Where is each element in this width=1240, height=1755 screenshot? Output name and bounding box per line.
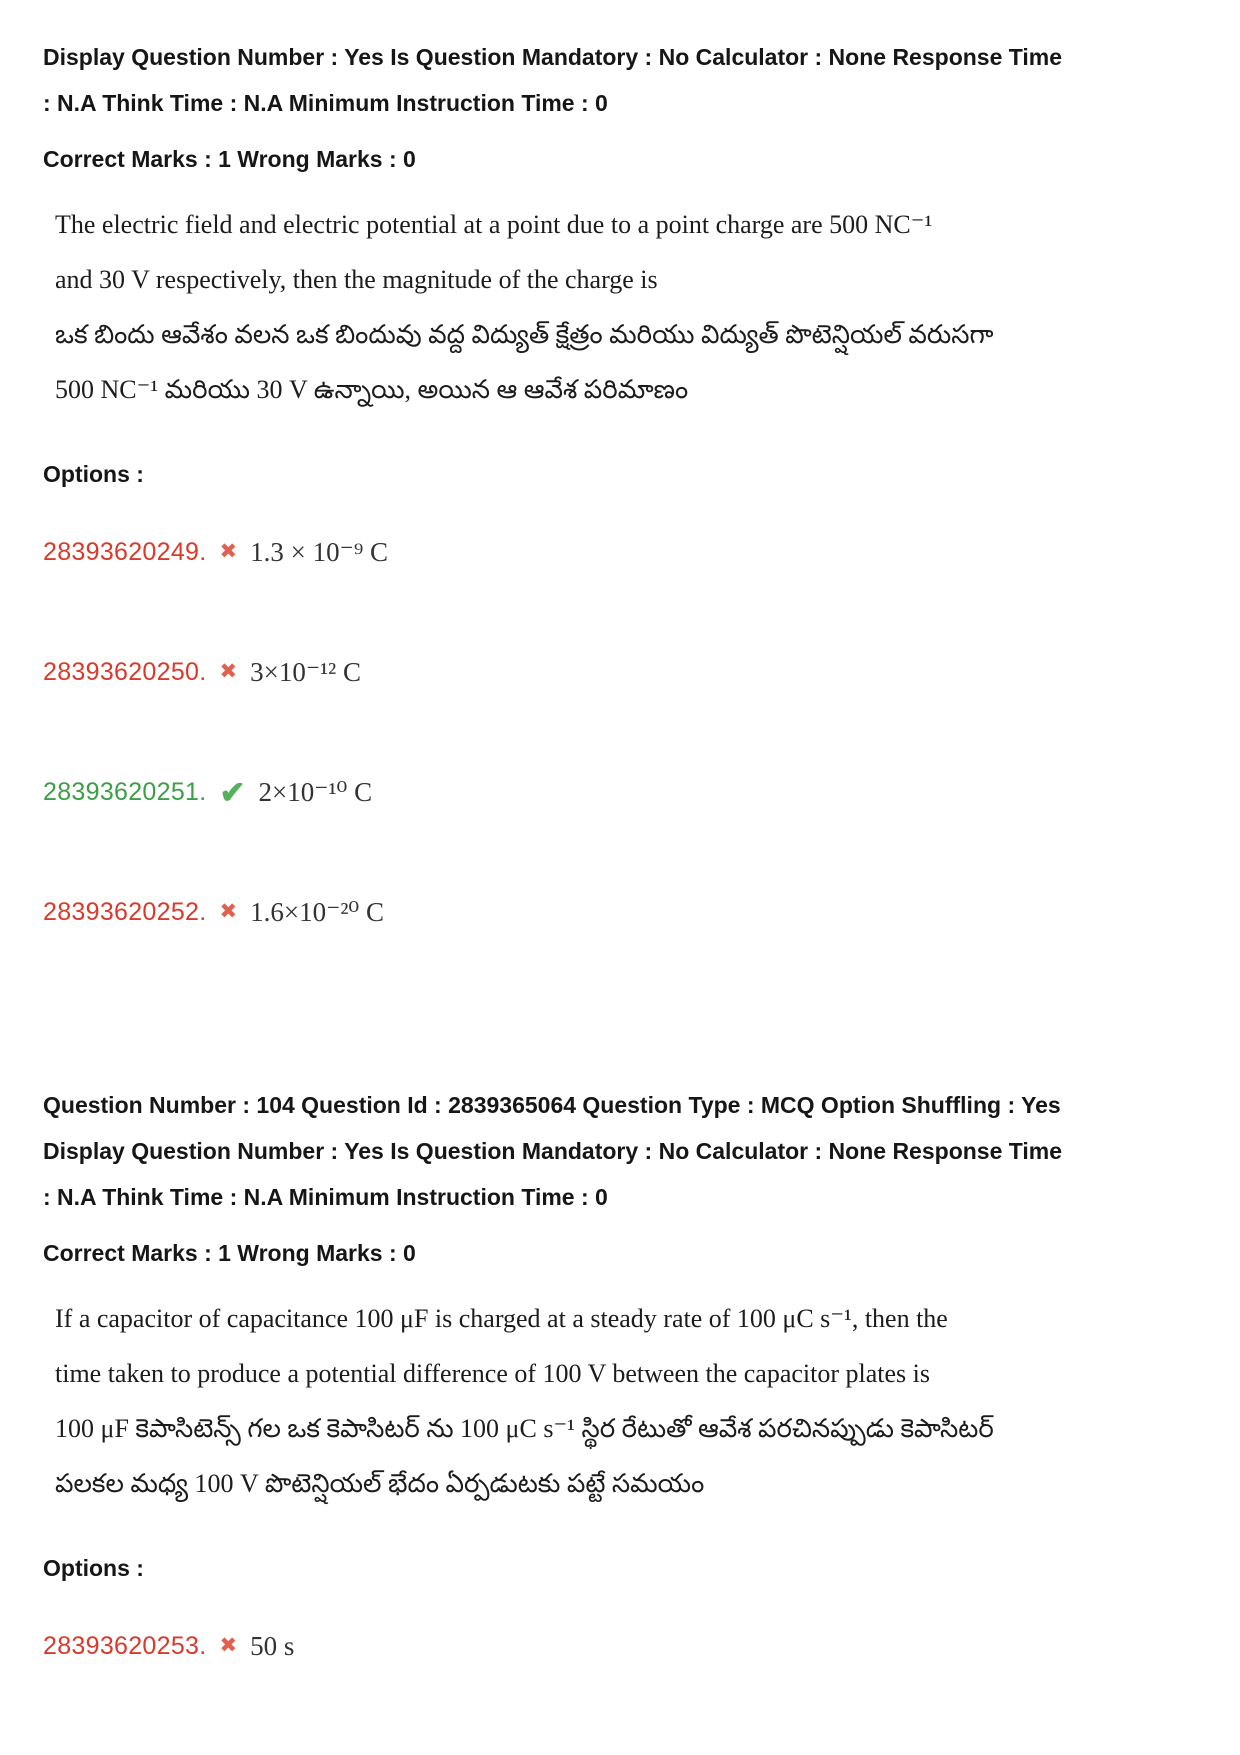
option-value: 1.6×10⁻²⁰ C xyxy=(250,896,385,927)
question-text-english-line: and 30 V respectively, then the magnitude of the charge is xyxy=(55,265,658,294)
question-meta xyxy=(43,1082,1210,1220)
option-id: 28393620253. xyxy=(43,1631,207,1660)
question-text xyxy=(43,1291,1210,1511)
option-id: 28393620250. xyxy=(43,657,207,686)
option-row xyxy=(43,527,1210,577)
question-meta-line: Display Question Number : Yes Is Question Mandatory : No Calculator : None Response Time xyxy=(43,44,1063,70)
option-id: 28393620249. xyxy=(43,537,207,566)
question-text-english-line: If a capacitor of capacitance 100 μF is charged at a steady rate of 100 μC s⁻¹, then the xyxy=(55,1304,948,1333)
question-text xyxy=(43,197,1210,417)
question-text-english-line: time taken to produce a potential difference of 100 V between the capacitor plates is xyxy=(55,1359,931,1388)
question-text-telugu-line: 100 μF కెపాసిటెన్స్ గల ఒక కెపాసిటర్ ను 100 μC s⁻¹ స్థిర రేటుతో ఆవేశ పరచినప్పుడు కెపాసిటర్ xyxy=(55,1414,994,1443)
wrong-icon: ✖ xyxy=(219,899,238,923)
question-text-telugu-line: 500 NC⁻¹ మరియు 30 V ఉన్నాయి, అయిన ఆ ఆవేశ పరిమాణం xyxy=(55,375,689,404)
question-meta-line: Question Number : 104 Question Id : 2839365064 Question Type : MCQ Option Shuffling : Yes xyxy=(43,1092,1061,1118)
option-row xyxy=(43,887,1210,937)
wrong-icon: ✖ xyxy=(219,659,238,683)
question-block xyxy=(43,34,1210,937)
option-value: 2×10⁻¹⁰ C xyxy=(258,776,373,807)
option-row xyxy=(43,1621,1210,1671)
option-row xyxy=(43,767,1210,817)
question-text-telugu-line: ఒక బిందు ఆవేశం వలన ఒక బిందువు వద్ద విద్యుత్ క్షేత్రం మరియు విద్యుత్ పొటెన్షియల్ వరుసగా xyxy=(55,320,994,349)
question-block xyxy=(43,1082,1210,1671)
option-value: 50 s xyxy=(250,1630,295,1661)
question-meta xyxy=(43,34,1210,126)
options-label: Options : xyxy=(43,461,144,487)
question-meta-line: Display Question Number : Yes Is Question Mandatory : No Calculator : None Response Time xyxy=(43,1138,1063,1164)
option-value: 1.3 × 10⁻⁹ C xyxy=(250,536,389,567)
question-meta-line: : N.A Think Time : N.A Minimum Instruction Time : 0 xyxy=(43,1184,608,1210)
option-id: 28393620251. xyxy=(43,777,207,806)
option-id: 28393620252. xyxy=(43,897,207,926)
question-text-telugu-line: పలకల మధ్య 100 V పొటెన్షియల్ భేదం ఏర్పడుటకు పట్టే సమయం xyxy=(55,1469,705,1498)
options-label: Options : xyxy=(43,1555,144,1581)
correct-icon: ✔ xyxy=(219,774,246,810)
wrong-icon: ✖ xyxy=(219,539,238,563)
marks-line: Correct Marks : 1 Wrong Marks : 0 xyxy=(43,1240,416,1266)
wrong-icon: ✖ xyxy=(219,1633,238,1657)
marks-line: Correct Marks : 1 Wrong Marks : 0 xyxy=(43,146,416,172)
question-meta-line: : N.A Think Time : N.A Minimum Instruction Time : 0 xyxy=(43,90,608,116)
option-row xyxy=(43,647,1210,697)
option-value: 3×10⁻¹² C xyxy=(250,656,362,687)
question-text-english-line: The electric field and electric potential at a point due to a point charge are 500 NC⁻¹ xyxy=(55,210,933,239)
